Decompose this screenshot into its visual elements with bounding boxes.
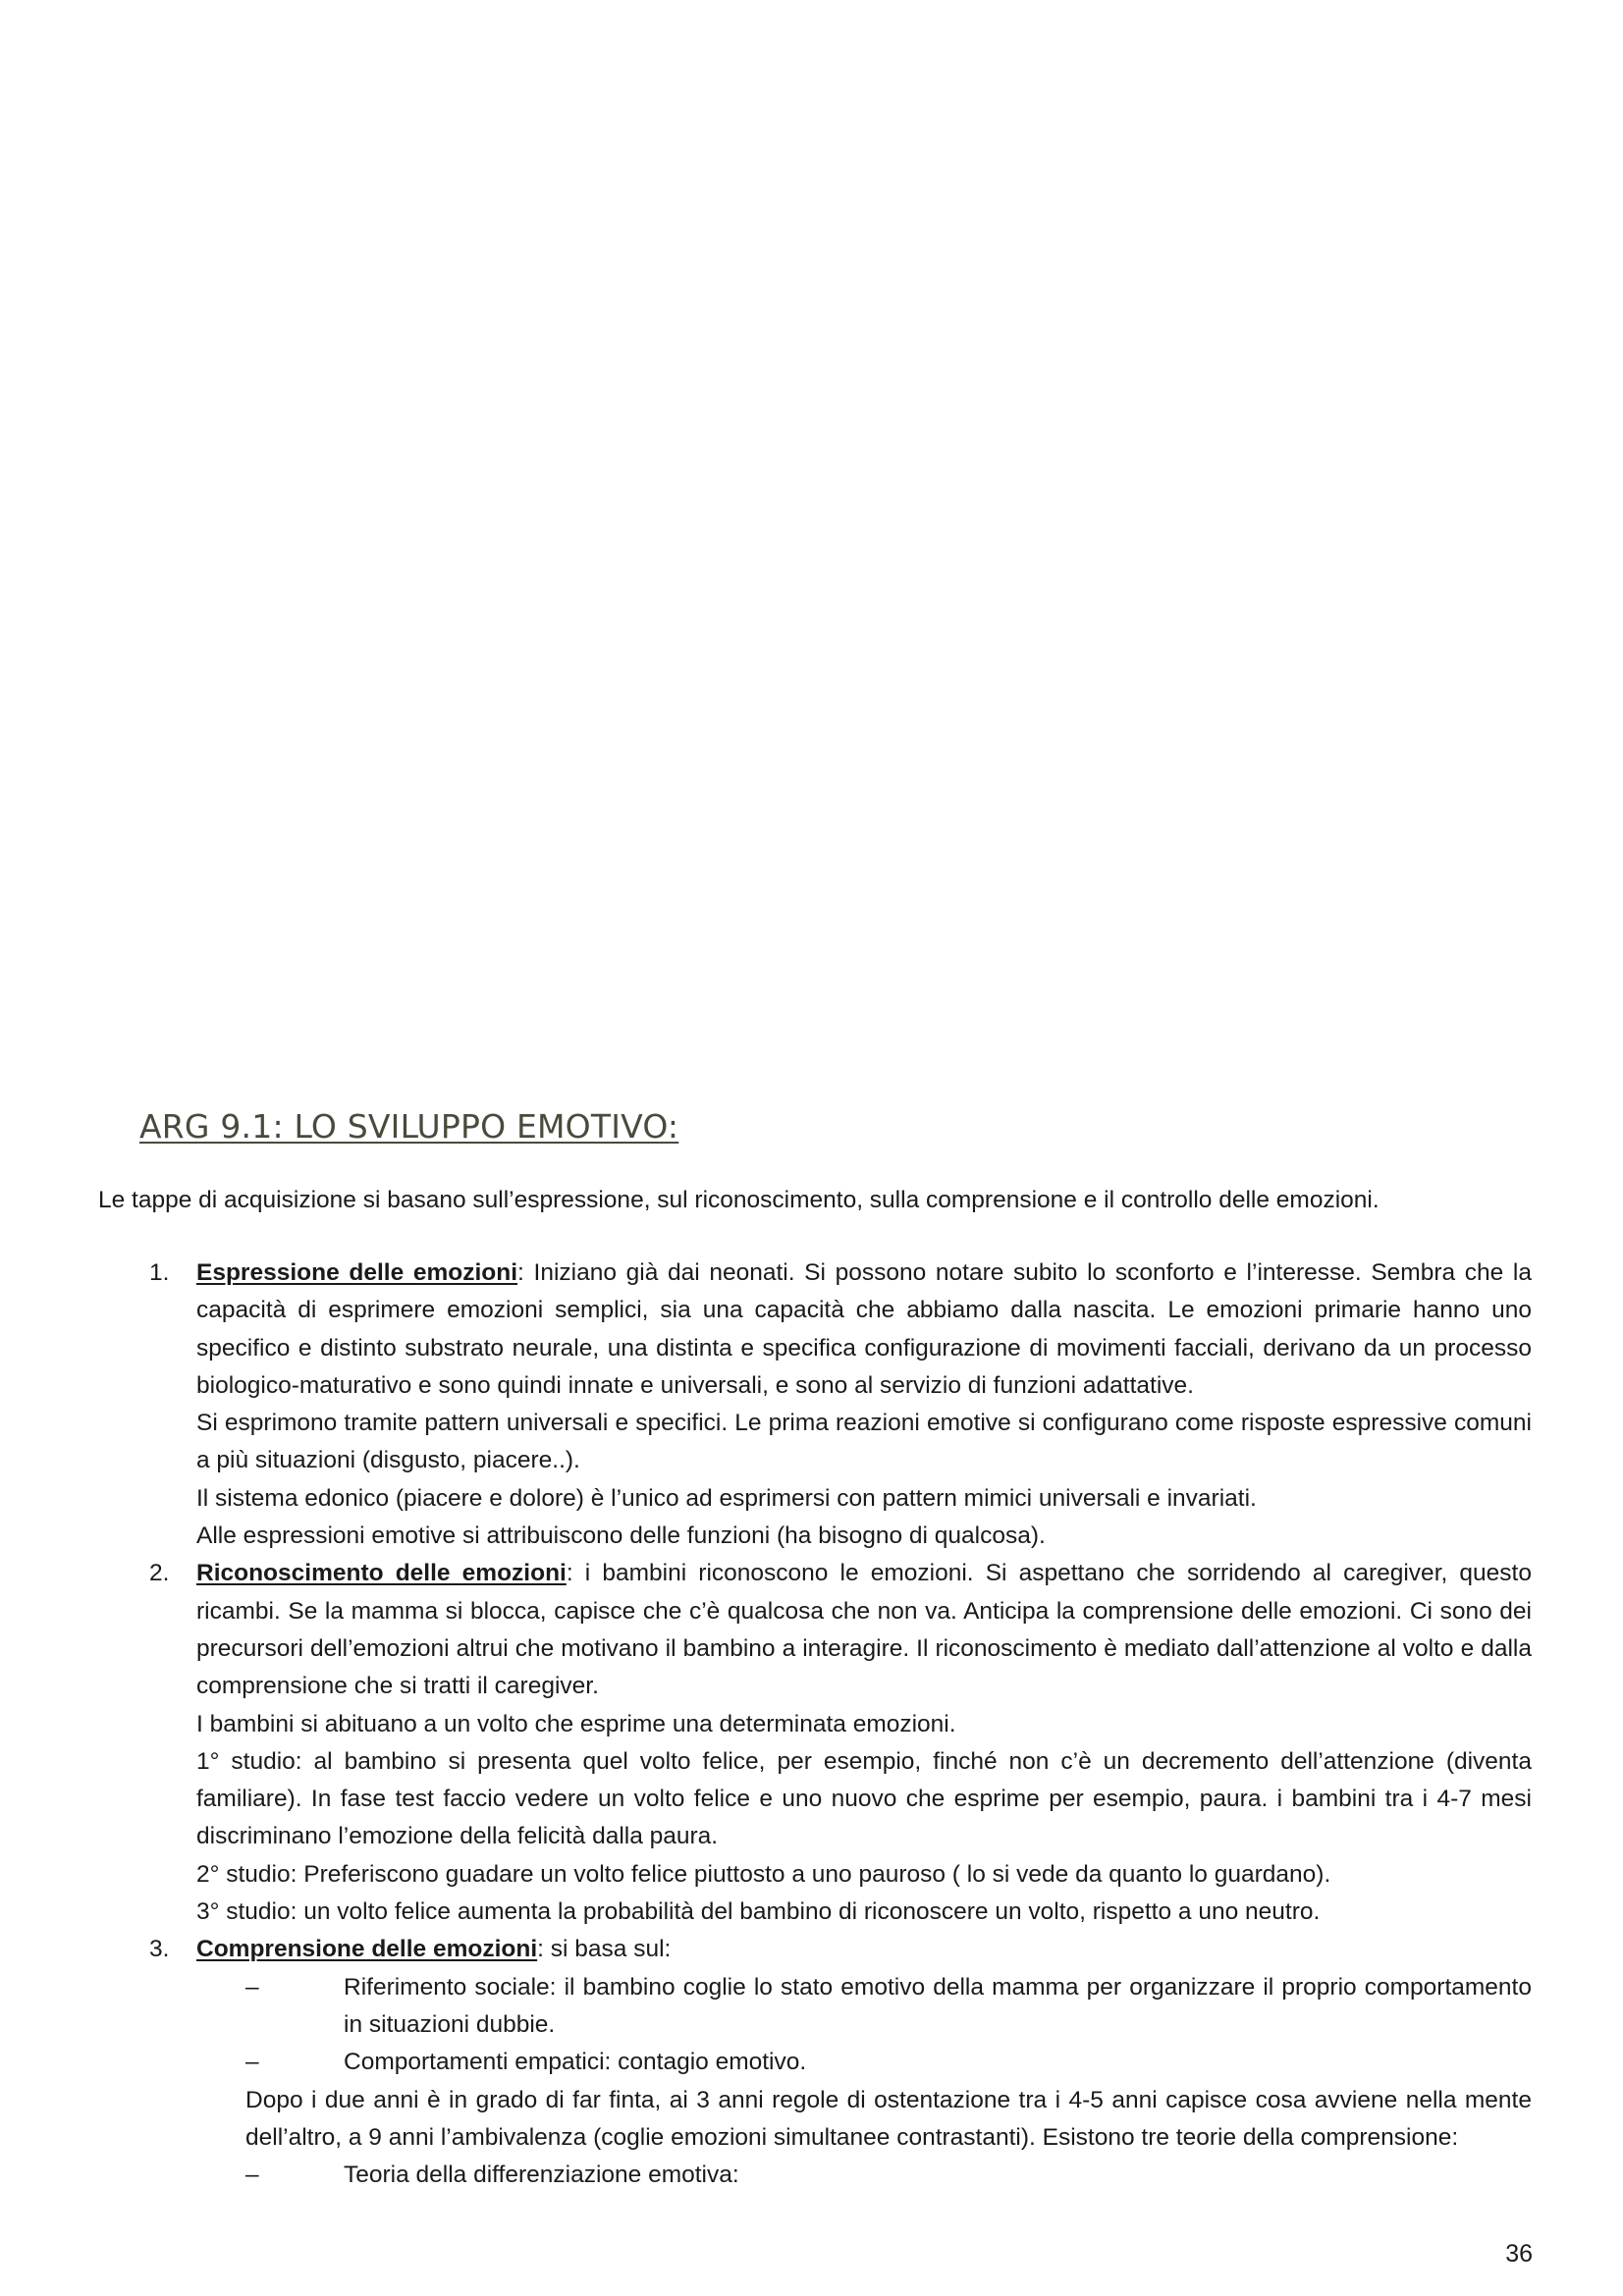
item-paragraph: Il sistema edonico (piacere e dolore) è l’unico ad esprimersi con pattern mimici universali e invariati. (196, 1484, 1257, 1512)
intro-paragraph: Le tappe di acquisizione si basano sull’espressione, sul riconoscimento, sulla comprensione e il controllo delle emozioni. (98, 1187, 1380, 1213)
list-item (98, 1555, 1532, 1931)
item-paragraph: 2° studio: Preferiscono guadare un volto felice piuttosto a uno pauroso ( lo si vede da quanto lo guardano). (196, 1860, 1331, 1888)
list-number: 3. (149, 1936, 170, 1963)
dash-bullet: – (245, 2162, 259, 2189)
list-number: 2. (149, 1560, 170, 1587)
sub-item-text: Riferimento sociale: il bambino coglie lo stato emotivo della mamma per organizzare il proprio comportamento in situazioni dubbie. (344, 1973, 1532, 2038)
section-heading: ARG 9.1: LO SVILUPPO EMOTIVO: (139, 1107, 679, 1146)
numbered-list (98, 1255, 1532, 2194)
item-paragraph: I bambini si abituano a un volto che esprime una determinata emozioni. (196, 1710, 956, 1737)
item-text: : si basa sul: (537, 1936, 672, 1963)
item-term: Comprensione delle emozioni (196, 1936, 538, 1963)
list-item (98, 1931, 1532, 2194)
item-term: Espressione delle emozioni (196, 1259, 518, 1286)
page-number: 36 (1505, 2240, 1533, 2268)
item-paragraph (196, 1255, 1532, 1405)
item-paragraph: 3° studio: un volto felice aumenta la probabilità del bambino di riconoscere un volto, rispetto a uno neutro. (196, 1898, 1321, 1926)
item-paragraph: Dopo i due anni è in grado di far finta, ai 3 anni regole di ostentazione tra i 4-5 anni capisce cosa avviene nella mente dell’altro, a 9 anni l’ambivalenza (coglie emozioni simultanee contrastanti). Esistono tre teorie della comprensione: (245, 2086, 1532, 2151)
item-paragraph: Alle espressioni emotive si attribuiscono delle funzioni (ha bisogno di qualcosa). (196, 1522, 1046, 1550)
sub-list-item (245, 2157, 1532, 2194)
item-text: : i bambini riconoscono le emozioni. Si aspettano che sorridendo al caregiver, questo ricambi. Se la mamma si blocca, capisce che c’è qualcosa che non va. Anticipa la comprensione delle emozioni. Ci sono dei precursori dell’emozioni altrui che motivano il bambino a interagire. Il riconoscimento è mediato dall’attenzione al volto e dalla comprensione che si tratti il caregiver. (196, 1560, 1532, 1700)
item-text: : Iniziano già dai neonati. Si possono notare subito lo sconforto e l’interesse. Sembra che la capacità di esprimere emozioni semplici, sia una capacità che abbiamo dalla nascita. Le emozioni primarie hanno uno specifico e distinto substrato neurale, una distinta e specifica configurazione di movimenti facciali, derivano da un processo biologico-maturativo e sono quindi innate e universali, e sono al servizio di funzioni adattative. (196, 1259, 1533, 1399)
sub-item-text: Teoria della differenziazione emotiva: (344, 2162, 739, 2189)
item-paragraph (196, 1931, 1532, 1968)
dash-bullet: – (245, 2049, 259, 2076)
item-paragraph: 1° studio: al bambino si presenta quel volto felice, per esempio, finché non c’è un decremento dell’attenzione (diventa familiare). In fase test faccio vedere un volto felice e uno nuovo che esprime per esempio, paura. i bambini tra i 4-7 mesi discriminano l’emozione della felicità dalla paura. (196, 1747, 1532, 1850)
sub-list-item (245, 2044, 1532, 2081)
list-item (98, 1255, 1532, 1555)
item-term: Riconoscimento delle emozioni (196, 1560, 567, 1587)
sub-item-text: Comportamenti empatici: contagio emotivo. (344, 2049, 807, 2076)
item-paragraph: Si esprimono tramite pattern universali e specifici. Le prima reazioni emotive si configurano come risposte espressive comuni a più situazioni (disgusto, piacere..). (196, 1410, 1532, 1474)
item-paragraph (196, 1555, 1532, 1705)
dash-bullet: – (245, 1973, 259, 2001)
sub-list-item (245, 1969, 1532, 2045)
list-number: 1. (149, 1259, 170, 1286)
